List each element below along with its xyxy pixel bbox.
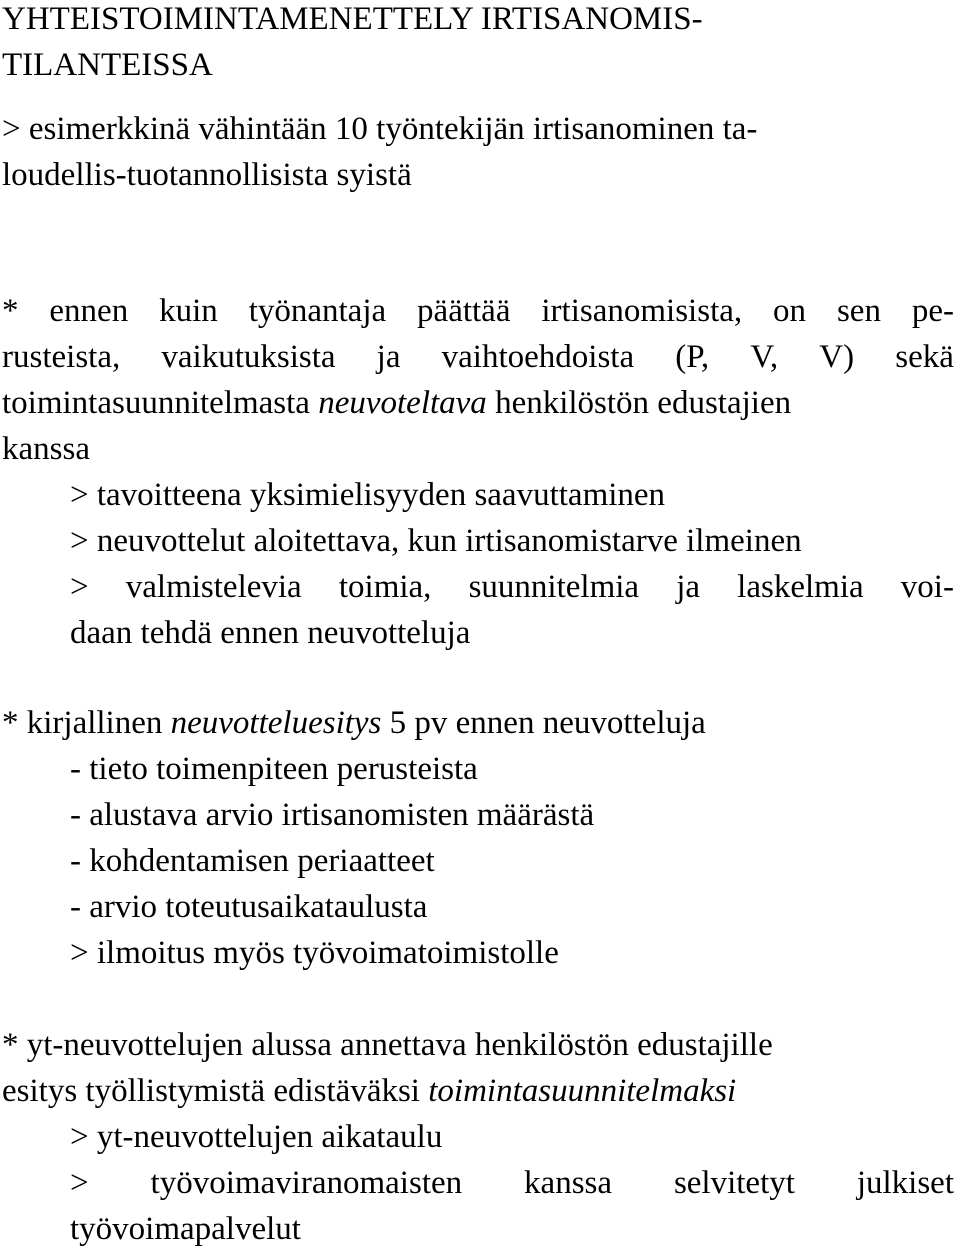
word: työvoimaviranomaisten <box>150 1165 463 1201</box>
section1-bullet-1: > tavoitteena yksimielisyyden saavuttaminen <box>70 477 666 513</box>
word: suunnitelmia <box>468 569 640 605</box>
section1-line-3-text-a: toimintasuunnitelmasta <box>2 385 319 421</box>
section2-item-1: - tieto toimenpiteen perusteista <box>70 751 478 787</box>
word: > <box>70 569 89 605</box>
word: > <box>70 1165 89 1201</box>
section2-line-1-text-b: 5 pv ennen neuvotteluja <box>381 705 706 741</box>
word: ennen <box>49 293 129 329</box>
intro-line-1: > esimerkkinä vähintään 10 työntekijän irtisanominen ta- <box>2 111 758 147</box>
section1-bullet-3-cont: daan tehdä ennen neuvotteluja <box>70 615 471 651</box>
section3-line-2 <box>2 1068 736 1114</box>
word: työnantaja <box>248 293 387 329</box>
word: ja <box>376 339 401 375</box>
section1-bullet-3 <box>70 564 954 610</box>
section3-emphasis-toimintasuunnitelmaksi: toimintasuunnitelmaksi <box>428 1073 737 1109</box>
section3-line-1: * yt-neuvottelujen alussa annettava henkilöstön edustajille <box>2 1027 773 1063</box>
section2-item-2: - alustava arvio irtisanomisten määrästä <box>70 797 595 833</box>
section3-item-2 <box>70 1160 954 1206</box>
section1-line-3-text-b: henkilöstön edustajien <box>486 385 792 421</box>
section1-line-1 <box>2 288 954 334</box>
section2-item-4: - arvio toteutusaikataulusta <box>70 889 428 925</box>
word: ja <box>676 569 701 605</box>
word: irtisanomisista, <box>541 293 743 329</box>
word: on <box>773 293 807 329</box>
word: V) <box>819 339 855 375</box>
word: laskelmia <box>737 569 864 605</box>
section2-item-5: > ilmoitus myös työvoimatoimistolle <box>70 935 559 971</box>
word: kanssa <box>524 1165 613 1201</box>
word: rusteista, <box>2 339 121 375</box>
section3-item-1: > yt-neuvottelujen aikataulu <box>70 1119 443 1155</box>
section2-emphasis-neuvotteluesitys: neuvotteluesitys <box>170 705 382 741</box>
word: sen <box>836 293 881 329</box>
section3-line-2-text-a: esitys työllistymistä edistäväksi <box>2 1073 429 1109</box>
section2-line-1 <box>2 700 706 746</box>
section3-item-2-cont: työvoimapalvelut <box>70 1211 301 1247</box>
word: valmistelevia <box>125 569 302 605</box>
word: pe- <box>911 293 954 329</box>
section1-bullet-2: > neuvottelut aloitettava, kun irtisanomistarve ilmeinen <box>70 523 802 559</box>
word: V, <box>750 339 779 375</box>
word: julkiset <box>856 1165 954 1201</box>
title-line-2: TILANTEISSA <box>2 47 213 83</box>
word: sekä <box>895 339 954 375</box>
word: * <box>2 293 19 329</box>
word: toimia, <box>338 569 432 605</box>
word: voi- <box>900 569 954 605</box>
intro-line-2: loudellis-tuotannollisista syistä <box>2 157 412 193</box>
word: vaikutuksista <box>161 339 336 375</box>
section1-line-3 <box>2 380 791 426</box>
word: (P, <box>675 339 710 375</box>
word: kuin <box>159 293 218 329</box>
word: päättää <box>417 293 511 329</box>
section2-item-3: - kohdentamisen periaatteet <box>70 843 435 879</box>
word: vaihtoehdoista <box>441 339 635 375</box>
section1-line-4: kanssa <box>2 431 90 467</box>
word: selvitetyt <box>673 1165 795 1201</box>
section1-line-2 <box>2 334 954 380</box>
title-line-1: YHTEISTOIMINTAMENETTELY IRTISANOMIS- <box>2 1 703 37</box>
section2-line-1-text-a: * kirjallinen <box>2 705 171 741</box>
section1-emphasis-neuvoteltava: neuvoteltava <box>318 385 487 421</box>
